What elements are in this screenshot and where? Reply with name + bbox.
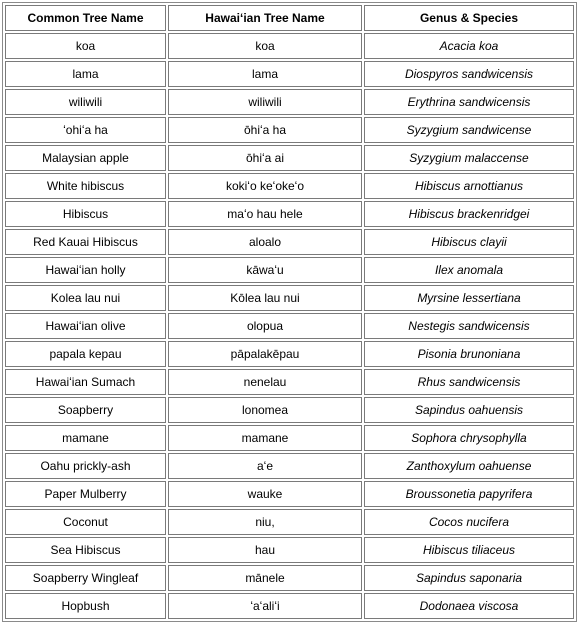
hawaiian-name-cell: nenelau: [168, 369, 362, 395]
common-name-cell: Hawaiʻian Sumach: [5, 369, 166, 395]
table-row: [5, 565, 574, 591]
common-name-cell: Soapberry: [5, 397, 166, 423]
hawaiian-name-cell: wiliwili: [168, 89, 362, 115]
table-row: [5, 201, 574, 227]
table-row: [5, 481, 574, 507]
hawaiian-name-cell: wauke: [168, 481, 362, 507]
genus-species-cell: Cocos nucifera: [364, 509, 574, 535]
common-name-cell: White hibiscus: [5, 173, 166, 199]
genus-species-cell: Myrsine lessertiana: [364, 285, 574, 311]
hawaiian-name-cell: aloalo: [168, 229, 362, 255]
genus-species-cell: Syzygium sandwicense: [364, 117, 574, 143]
common-name-cell: Kolea lau nui: [5, 285, 166, 311]
common-name-cell: Oahu prickly-ash: [5, 453, 166, 479]
common-name-cell: Soapberry Wingleaf: [5, 565, 166, 591]
hawaiian-name-cell: niu,: [168, 509, 362, 535]
hawaiian-name-cell: mānele: [168, 565, 362, 591]
genus-species-cell: Sapindus saponaria: [364, 565, 574, 591]
genus-species-cell: Sophora chrysophylla: [364, 425, 574, 451]
common-name-cell: lama: [5, 61, 166, 87]
common-name-cell: koa: [5, 33, 166, 59]
common-name-cell: Paper Mulberry: [5, 481, 166, 507]
common-name-cell: Hibiscus: [5, 201, 166, 227]
hawaiian-name-header: Hawaiʻian Tree Name: [168, 5, 362, 31]
table-row: [5, 537, 574, 563]
genus-species-header: Genus & Species: [364, 5, 574, 31]
table-row: [5, 145, 574, 171]
hawaiian-name-cell: aʻe: [168, 453, 362, 479]
common-name-cell: wiliwili: [5, 89, 166, 115]
table-row: [5, 257, 574, 283]
table-row: [5, 33, 574, 59]
hawaiian-name-cell: ōhiʻa ha: [168, 117, 362, 143]
genus-species-cell: Erythrina sandwicensis: [364, 89, 574, 115]
common-name-cell: Hawaiʻian holly: [5, 257, 166, 283]
header-row: [5, 5, 574, 31]
genus-species-cell: Ilex anomala: [364, 257, 574, 283]
common-name-header: Common Tree Name: [5, 5, 166, 31]
table-row: [5, 89, 574, 115]
genus-species-cell: Rhus sandwicensis: [364, 369, 574, 395]
genus-species-cell: Syzygium malaccense: [364, 145, 574, 171]
table-row: [5, 173, 574, 199]
genus-species-cell: Hibiscus brackenridgei: [364, 201, 574, 227]
genus-species-cell: Sapindus oahuensis: [364, 397, 574, 423]
genus-species-cell: Diospyros sandwicensis: [364, 61, 574, 87]
genus-species-cell: Pisonia brunoniana: [364, 341, 574, 367]
table-row: [5, 397, 574, 423]
common-name-cell: Hopbush: [5, 593, 166, 619]
table-row: [5, 593, 574, 619]
table-row: [5, 285, 574, 311]
hawaiian-name-cell: lonomea: [168, 397, 362, 423]
hawaiian-name-cell: maʻo hau hele: [168, 201, 362, 227]
tree-names-table: [2, 2, 577, 622]
genus-species-cell: Hibiscus arnottianus: [364, 173, 574, 199]
genus-species-cell: Zanthoxylum oahuense: [364, 453, 574, 479]
table-row: [5, 453, 574, 479]
hawaiian-name-cell: ōhiʻa ai: [168, 145, 362, 171]
genus-species-cell: Hibiscus clayii: [364, 229, 574, 255]
table-row: [5, 341, 574, 367]
genus-species-cell: Dodonaea viscosa: [364, 593, 574, 619]
table-row: [5, 61, 574, 87]
hawaiian-name-cell: koa: [168, 33, 362, 59]
hawaiian-name-cell: kokiʻo keʻokeʻo: [168, 173, 362, 199]
common-name-cell: Red Kauai Hibiscus: [5, 229, 166, 255]
hawaiian-name-cell: olopua: [168, 313, 362, 339]
hawaiian-name-cell: ʻaʻaliʻi: [168, 593, 362, 619]
genus-species-cell: Hibiscus tiliaceus: [364, 537, 574, 563]
common-name-cell: Malaysian apple: [5, 145, 166, 171]
common-name-cell: Sea Hibiscus: [5, 537, 166, 563]
genus-species-cell: Acacia koa: [364, 33, 574, 59]
table-row: [5, 509, 574, 535]
genus-species-cell: Nestegis sandwicensis: [364, 313, 574, 339]
hawaiian-name-cell: lama: [168, 61, 362, 87]
common-name-cell: mamane: [5, 425, 166, 451]
common-name-cell: papala kepau: [5, 341, 166, 367]
table-row: [5, 369, 574, 395]
table-row: [5, 313, 574, 339]
table-body: [5, 33, 574, 619]
genus-species-cell: Broussonetia papyrifera: [364, 481, 574, 507]
hawaiian-name-cell: Kōlea lau nui: [168, 285, 362, 311]
hawaiian-name-cell: kāwaʻu: [168, 257, 362, 283]
hawaiian-name-cell: pāpalakēpau: [168, 341, 362, 367]
table-row: [5, 425, 574, 451]
hawaiian-name-cell: hau: [168, 537, 362, 563]
common-name-cell: ʻohiʻa ha: [5, 117, 166, 143]
table-row: [5, 117, 574, 143]
common-name-cell: Coconut: [5, 509, 166, 535]
common-name-cell: Hawaiʻian olive: [5, 313, 166, 339]
table-row: [5, 229, 574, 255]
hawaiian-name-cell: mamane: [168, 425, 362, 451]
